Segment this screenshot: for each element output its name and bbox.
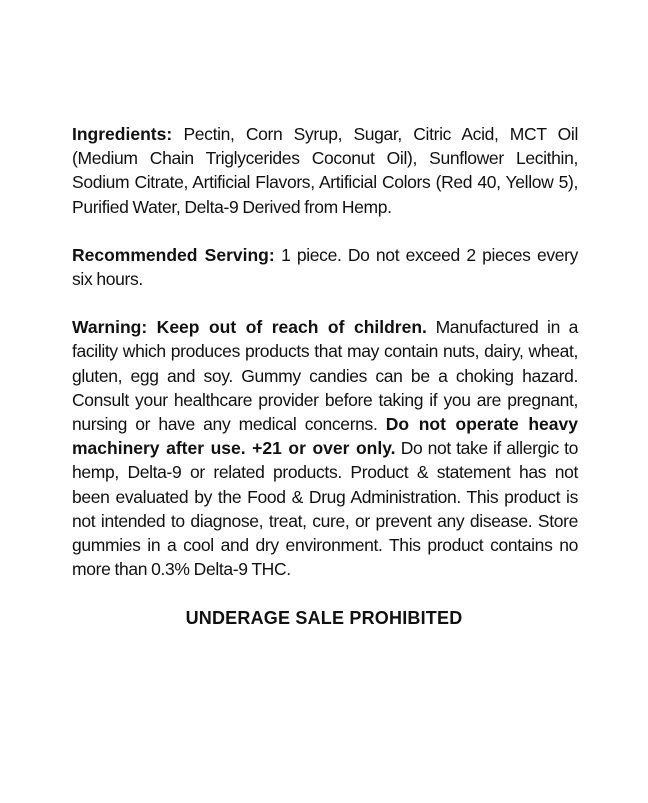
ingredients-paragraph (72, 122, 578, 219)
warning-heading: Warning: Keep out of reach of children. (72, 317, 427, 338)
ingredients-list: Pectin, Corn Syrup, Sugar, Citric Acid, MCT Oil (Medium Chain Triglycerides Coconut Oil), Sunflower Lecithin, Sodium Citrate, Artificial Flavors, Artificial Colors (Red 40, Yellow 5), Purified Water, Delta-9 Derived from Hemp. (72, 124, 578, 217)
warning-emphasis: Do not operate heavy machinery after use. +21 or over only. (72, 414, 578, 459)
underage-notice: UNDERAGE SALE PROHIBITED (185, 608, 463, 628)
serving-heading: Recommended Serving: (72, 244, 275, 265)
serving-text: 1 piece. Do not exceed 2 pieces every six hours. (72, 244, 579, 290)
warning-paragraph (72, 315, 578, 581)
warning-text-1: Manufactured in a facility which produces products that may contain nuts, dairy, wheat, gluten, egg and soy. Gummy candies can be a choking hazard. Consult your healthcare provider before taking if you are pregnant, nursing or have any medical concerns. (72, 317, 579, 435)
serving-paragraph (72, 243, 578, 291)
warning-text-2: Do not take if allergic to hemp, Delta-9 or related products. Product & statement has not been evaluated by the Food & Drug Administration. This product is not intended to diagnose, treat, cure, or prevent any disease. Store gummies in a cool and dry environment. This product contains no more than 0.3% Delta-9 THC. (72, 438, 578, 580)
label-text-panel (72, 122, 578, 581)
ingredients-heading: Ingredients: (72, 124, 173, 144)
